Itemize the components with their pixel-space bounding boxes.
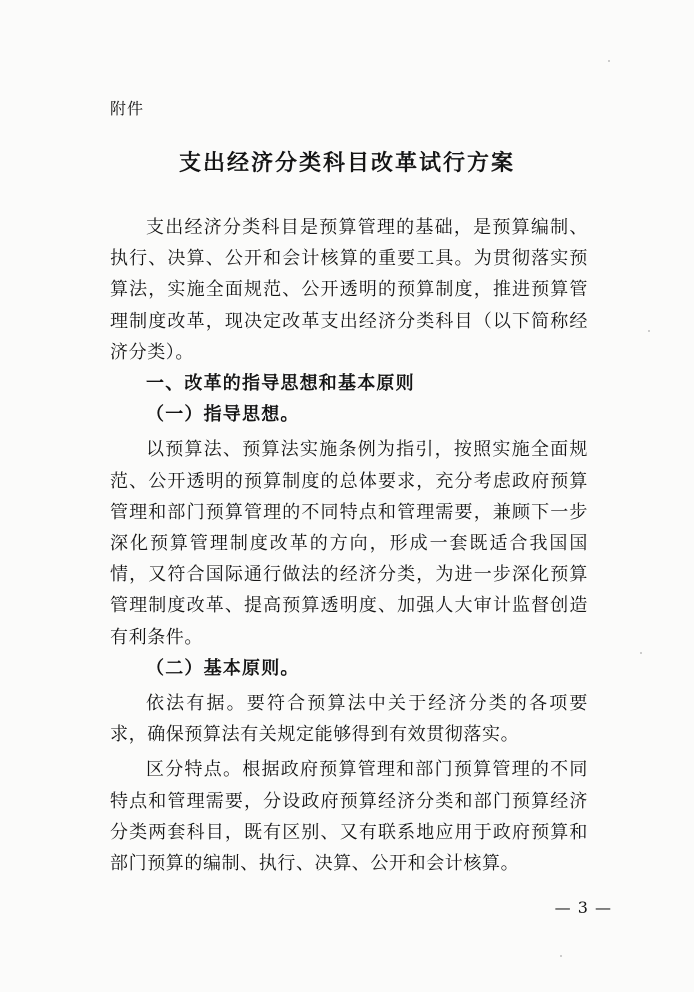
page-number: — 3 — [554, 898, 612, 917]
annex-label: 附件 [110, 99, 145, 118]
scan-speck [560, 955, 562, 957]
document-title: 支出经济分类科目改革试行方案 [178, 151, 515, 176]
section-heading-1: 一、改革的指导思想和基本原则 [146, 373, 415, 395]
document-body [110, 212, 588, 879]
principle-paragraph-2: 区分特点。根据政府预算管理和部门预算管理的不同特点和管理需要，分设政府预算经济分类和部门预算经济分类两套科目，既有区别、又有联系地应用于政府预算和部门预算的编制、执行、决算、公开和会计核算。 [110, 759, 588, 875]
subsection-heading-1: （一）指导思想。 [146, 404, 300, 426]
scan-speck [648, 330, 650, 332]
guiding-thought-paragraph: 以预算法、预算法实施条例为指引，按照实施全面规范、公开透明的预算制度的总体要求，充分考虑政府预算管理和部门预算管理的不同特点和管理需要，兼顾下一步深化预算管理制度改革的方向，形成一套既适合我国国情，又符合国际通行做法的经济分类，为进一步深化预算管理制度改革、提高预算透明度、加强人大审计监督创造有利条件。 [110, 439, 588, 648]
principle-paragraph-1: 依法有据。要符合预算法中关于经济分类的各项要求，确保预算法有关规定能够得到有效贯彻落实。 [110, 693, 588, 746]
subsection-heading-2: （二）基本原则。 [146, 657, 300, 679]
intro-paragraph: 支出经济分类科目是预算管理的基础，是预算编制、执行、决算、公开和会计核算的重要工具。为贯彻落实预算法，实施全面规范、公开透明的预算制度，推进预算管理制度改革，现决定改革支出经济分类科目（以下简称经济分类）。 [110, 217, 588, 363]
scan-speck [640, 652, 642, 654]
scan-speck [608, 60, 610, 62]
